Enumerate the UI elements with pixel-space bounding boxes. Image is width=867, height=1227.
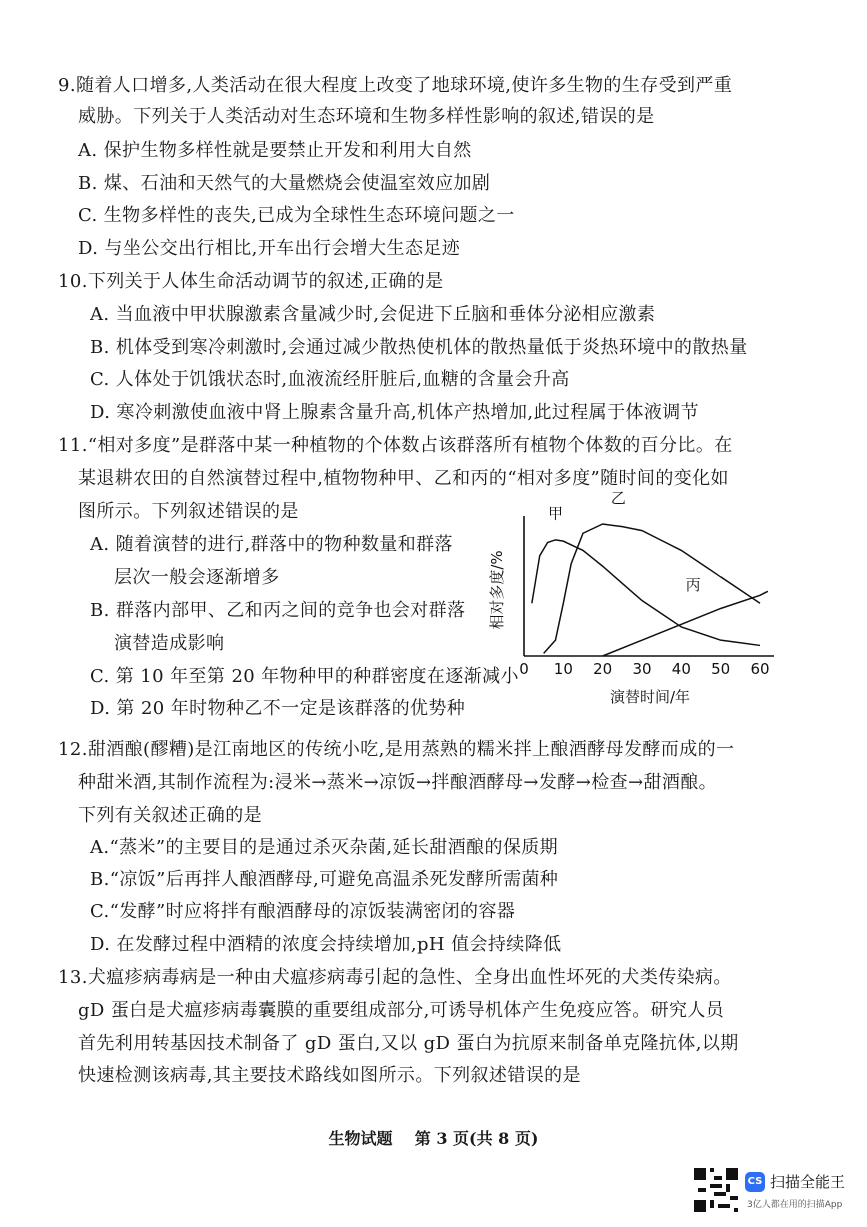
q9-option-a: A. 保护生物多样性就是要禁止开发和利用大自然 xyxy=(78,140,472,161)
series-label: 乙 xyxy=(610,488,626,507)
camscanner-tagline: 3亿人都在用的扫描App xyxy=(747,1200,843,1210)
q11-option-c: C. 第 10 年至第 20 年物种甲的种群密度在逐渐减小 xyxy=(90,666,519,687)
page-footer xyxy=(0,1128,867,1150)
q10-option-b: B. 机体受到寒冷刺激时,会通过减少散热使机体的散热量低于炎热环境中的散热量 xyxy=(90,337,748,358)
q11-stem-line2: 某退耕农田的自然演替过程中,植物物种甲、乙和丙的“相对多度”随时间的变化如 xyxy=(78,468,729,489)
q11-option-d: D. 第 20 年时物种乙不一定是该群落的优势种 xyxy=(90,698,466,719)
q12-stem-line3: 下列有关叙述正确的是 xyxy=(78,805,262,826)
chart-labels xyxy=(488,489,770,706)
q9-stem-line1: 9.随着人口增多,人类活动在很大程度上改变了地球环境,使许多生物的生存受到严重 xyxy=(58,75,733,96)
y-axis-label: 相对多度/% xyxy=(488,550,506,630)
q11-stem-line3: 图所示。下列叙述错误的是 xyxy=(78,501,299,522)
series-line-乙 xyxy=(544,524,760,653)
q13-stem-line4: 快速检测该病毒,其主要技术路线如图所示。下列叙述错误的是 xyxy=(78,1065,581,1086)
series-label: 甲 xyxy=(547,504,563,523)
q12-option-d: D. 在发酵过程中酒精的浓度会持续增加,pH 值会持续降低 xyxy=(90,934,562,955)
q13-stem-line2: gD 蛋白是犬瘟疹病毒囊膜的重要组成部分,可诱导机体产生免疫应答。研究人员 xyxy=(78,1000,725,1021)
q11-option-a-line1: A. 随着演替的进行,群落中的物种数量和群落 xyxy=(90,534,453,555)
q11-option-a-line2: 层次一般会逐渐增多 xyxy=(114,567,280,588)
x-tick-label: 20 xyxy=(593,660,613,678)
x-tick-label: 0 xyxy=(519,660,529,678)
q9-option-d: D. 与坐公交出行相比,开车出行会增大生态足迹 xyxy=(78,238,461,259)
q12-option-b: B.“凉饭”后再拌人酿酒酵母,可避免高温杀死发酵所需菌种 xyxy=(90,869,559,890)
series-line-丙 xyxy=(603,591,768,656)
q10-option-c: C. 人体处于饥饿状态时,血液流经肝脏后,血糖的含量会升高 xyxy=(90,369,570,390)
chart-series xyxy=(532,524,768,656)
q11-stem-line1: 11.“相对多度”是群落中某一种植物的个体数占该群落所有植物个体数的百分比。在 xyxy=(58,435,733,456)
q12-stem-line2: 种甜米酒,其制作流程为:浸米→蒸米→凉饭→拌酿酒酵母→发酵→检查→甜酒酿。 xyxy=(78,772,718,793)
q9-option-c: C. 生物多样性的丧失,已成为全球性生态环境问题之一 xyxy=(78,205,515,226)
chart-axes xyxy=(524,516,774,656)
camscanner-name: 扫描全能王 xyxy=(770,1173,846,1191)
q9-stem-line2: 威胁。下列关于人类活动对生态环境和生物多样性影响的叙述,错误的是 xyxy=(78,106,655,127)
q9-option-b: B. 煤、石油和天然气的大量燃烧会使温室效应加剧 xyxy=(78,173,491,194)
camscanner-logo: CS xyxy=(745,1172,765,1192)
x-tick-label: 10 xyxy=(553,660,573,678)
q11-option-b-line1: B. 群落内部甲、乙和丙之间的竞争也会对群落 xyxy=(90,600,466,621)
x-axis-label: 演替时间/年 xyxy=(609,688,691,706)
q10-option-d: D. 寒冷刺激使血液中肾上腺素含量升高,机体产热增加,此过程属于体液调节 xyxy=(90,402,700,423)
footer-subject: 生物试题 xyxy=(328,1129,393,1148)
x-tick-label: 40 xyxy=(671,660,691,678)
q13-stem-line1: 13.犬瘟疹病毒病是一种由犬瘟疹病毒引起的急性、全身出血性坏死的犬类传染病。 xyxy=(58,967,732,988)
x-tick-label: 30 xyxy=(632,660,652,678)
q10-stem: 10.下列关于人体生命活动调节的叙述,正确的是 xyxy=(58,271,444,292)
q11-option-b-line2: 演替造成影响 xyxy=(114,633,225,654)
series-label: 丙 xyxy=(685,576,701,594)
q12-option-c: C.“发酵”时应将拌有酿酒酵母的凉饭装满密闭的容器 xyxy=(90,901,516,922)
q12-stem-line1: 12.甜酒酿(醪糟)是江南地区的传统小吃,是用蒸熟的糯米拌上酿酒酵母发酵而成的一 xyxy=(58,739,735,760)
x-tick-label: 50 xyxy=(711,660,731,678)
qr-code-icon xyxy=(694,1168,738,1212)
footer-page-number: 第 3 页(共 8 页) xyxy=(414,1129,539,1148)
relative-abundance-chart xyxy=(486,488,786,708)
q12-option-a: A.“蒸米”的主要目的是通过杀灭杂菌,延长甜酒酿的保质期 xyxy=(90,837,559,858)
x-tick-label: 60 xyxy=(750,660,770,678)
q13-stem-line3: 首先利用转基因技术制备了 gD 蛋白,又以 gD 蛋白为抗原来制备单克隆抗体,以期 xyxy=(78,1033,739,1054)
q10-option-a: A. 当血液中甲状腺激素含量减少时,会促进下丘脑和垂体分泌相应激素 xyxy=(90,304,656,325)
